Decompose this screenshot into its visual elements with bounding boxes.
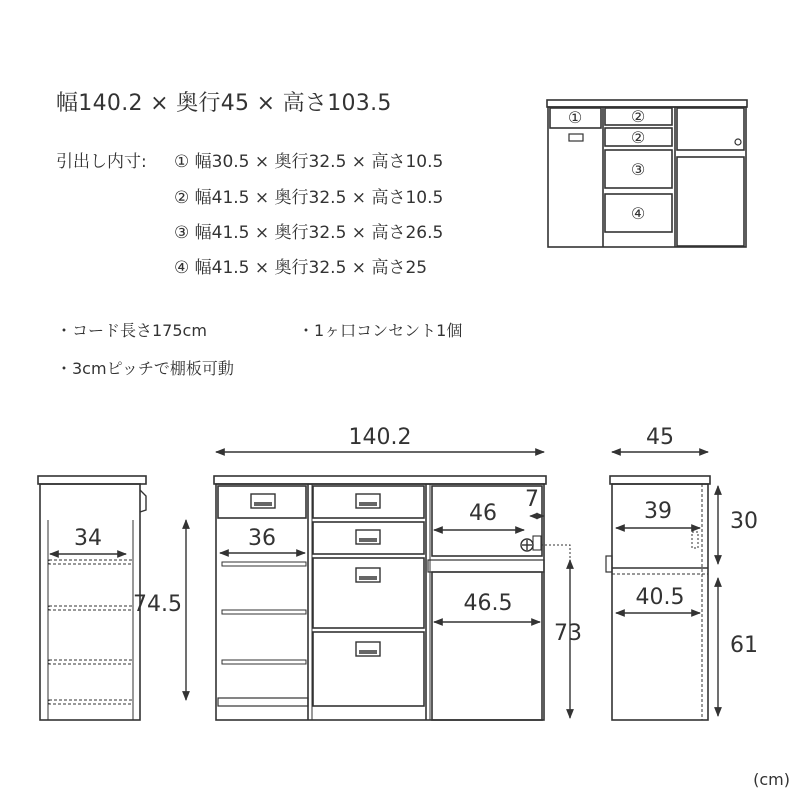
thumbnail-upper-cabinet	[677, 108, 744, 150]
total-width-label: 140.2	[348, 425, 412, 450]
thumbnail-label-4: ④	[630, 204, 646, 223]
left-section-height-label: 74.5	[133, 592, 182, 617]
drawer-inner-size-title: 引出し内寸:	[56, 152, 147, 172]
outlet-note: ・1ヶ口コンセント1個	[298, 321, 463, 340]
left-side-view	[38, 476, 146, 720]
product-dimensions-headline: 幅140.2 × 奥行45 × 高さ103.5	[56, 91, 392, 116]
side-bottom-height-label: 61	[730, 633, 758, 658]
cord-length-note: ・コード長さ175cm	[56, 321, 207, 340]
thumbnail-label-1: ①	[567, 108, 583, 127]
side-bottom-depth-label: 40.5	[635, 585, 685, 610]
unit-label: (cm)	[753, 770, 790, 789]
drawer-size-row-1: ① 幅30.5 × 奥行32.5 × 高さ10.5	[174, 152, 444, 172]
depth-label: 45	[646, 425, 674, 450]
side-top-depth-label: 39	[644, 499, 672, 524]
cabinet-top-width-label: 46	[469, 501, 497, 526]
front-top-board	[214, 476, 546, 484]
side-top-height-label: 30	[730, 509, 758, 534]
drawer-size-row-3: ③ 幅41.5 × 奥行32.5 × 高さ26.5	[174, 223, 444, 243]
thumbnail-outlet-icon	[735, 139, 741, 145]
thumbnail-top-board	[547, 100, 747, 107]
thumbnail-label-2a: ②	[630, 107, 646, 126]
thumbnail-lower-door	[677, 157, 744, 246]
drawer-size-row-4: ④ 幅41.5 × 奥行32.5 × 高さ25	[174, 258, 428, 278]
cabinet-bottom-width-label: 46.5	[463, 591, 513, 616]
side-inner-width-label: 34	[74, 526, 102, 551]
right-height-label: 73	[554, 621, 582, 646]
drawer-size-row-2: ② 幅41.5 × 奥行32.5 × 高さ10.5	[174, 188, 444, 208]
shelf-pitch-note: ・3cmピッチで棚板可動	[56, 359, 234, 378]
left-section-width-label: 36	[248, 526, 276, 551]
thumbnail-label-2b: ②	[630, 128, 646, 147]
outlet-offset-label: 7	[525, 487, 539, 512]
thumbnail-label-3: ③	[630, 160, 646, 179]
